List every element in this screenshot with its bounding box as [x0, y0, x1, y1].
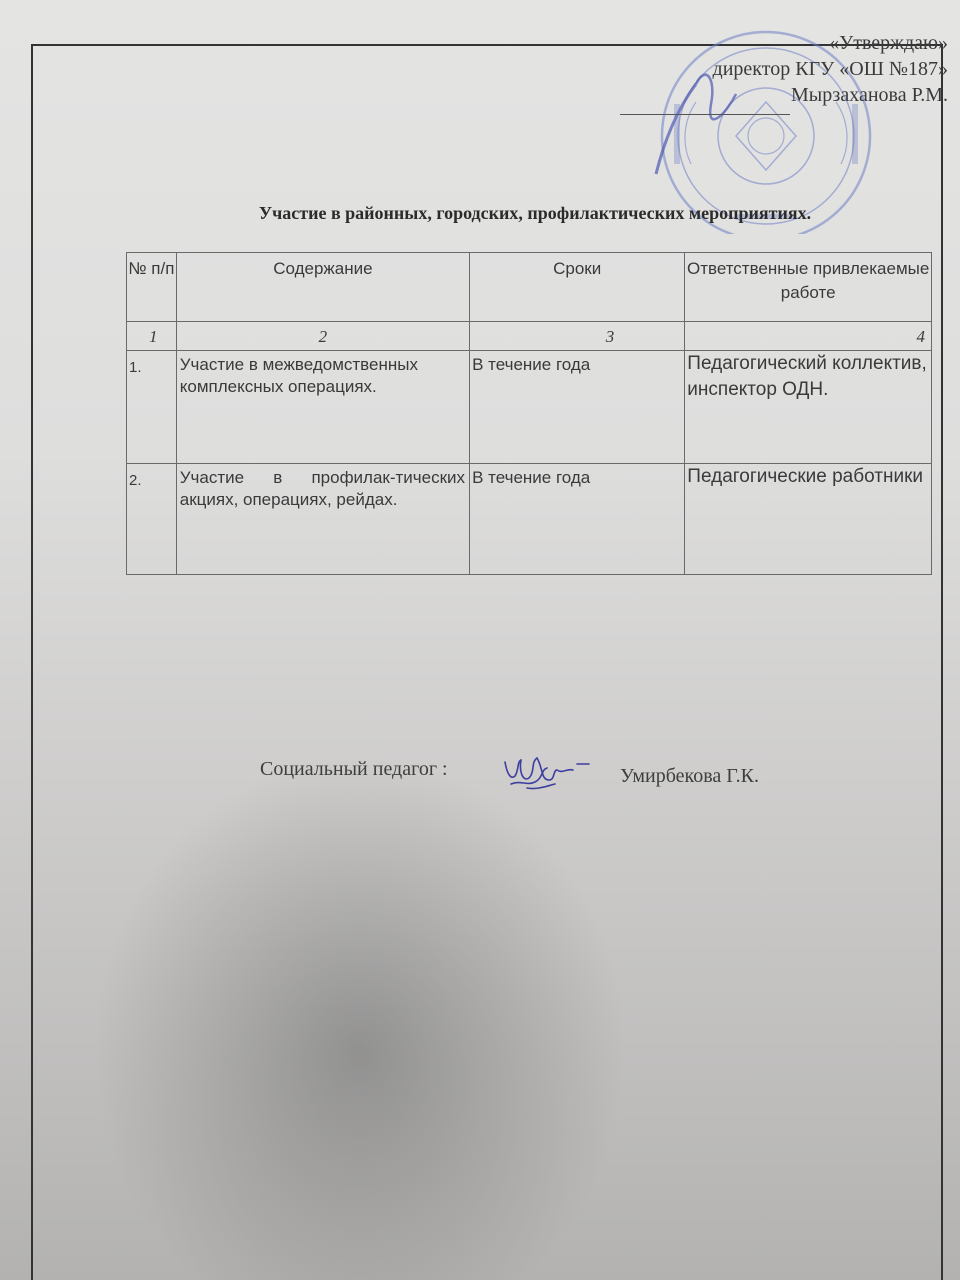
table-row: [127, 464, 932, 575]
signatory-role: Социальный педагог :: [260, 758, 448, 780]
approval-position: директор КГУ «ОШ №187»: [712, 58, 948, 80]
table-header-row: [127, 253, 932, 322]
row-responsible: Педагогический коллектив, инспектор ОДН.: [685, 351, 932, 464]
column-number: 4: [685, 322, 932, 351]
row-term: В течение года: [470, 464, 685, 575]
approval-heading: «Утверждаю»: [829, 32, 948, 54]
approval-signatory: Мырзаханова Р.М.: [790, 84, 948, 106]
document-title: Участие в районных, городских, профилактических мероприятиях.: [258, 203, 812, 223]
header-number: № п/п: [127, 253, 177, 322]
column-number: 1: [127, 322, 177, 351]
row-term: В течение года: [470, 351, 685, 464]
row-number: 1.: [127, 351, 177, 464]
signatory-name: Умирбекова Г.К.: [620, 765, 759, 787]
header-content: Содержание: [176, 253, 469, 322]
approval-block: [713, 30, 948, 108]
header-term: Сроки: [470, 253, 685, 322]
column-number: 2: [176, 322, 469, 351]
table-row: [127, 351, 932, 464]
column-number: 3: [470, 322, 685, 351]
row-number: 2.: [127, 464, 177, 575]
row-responsible: Педагогические работники: [685, 464, 932, 575]
header-responsible: Ответственные привлекаемые работе: [685, 253, 932, 322]
column-number-row: [127, 322, 932, 351]
handwritten-signature: [497, 740, 597, 800]
row-content: Участие в профилак-тических акциях, операциях, рейдах.: [176, 464, 469, 575]
events-table: [126, 252, 932, 575]
row-content: Участие в межведомственных комплексных операциях.: [176, 351, 469, 464]
approval-signature-line: [620, 114, 790, 115]
